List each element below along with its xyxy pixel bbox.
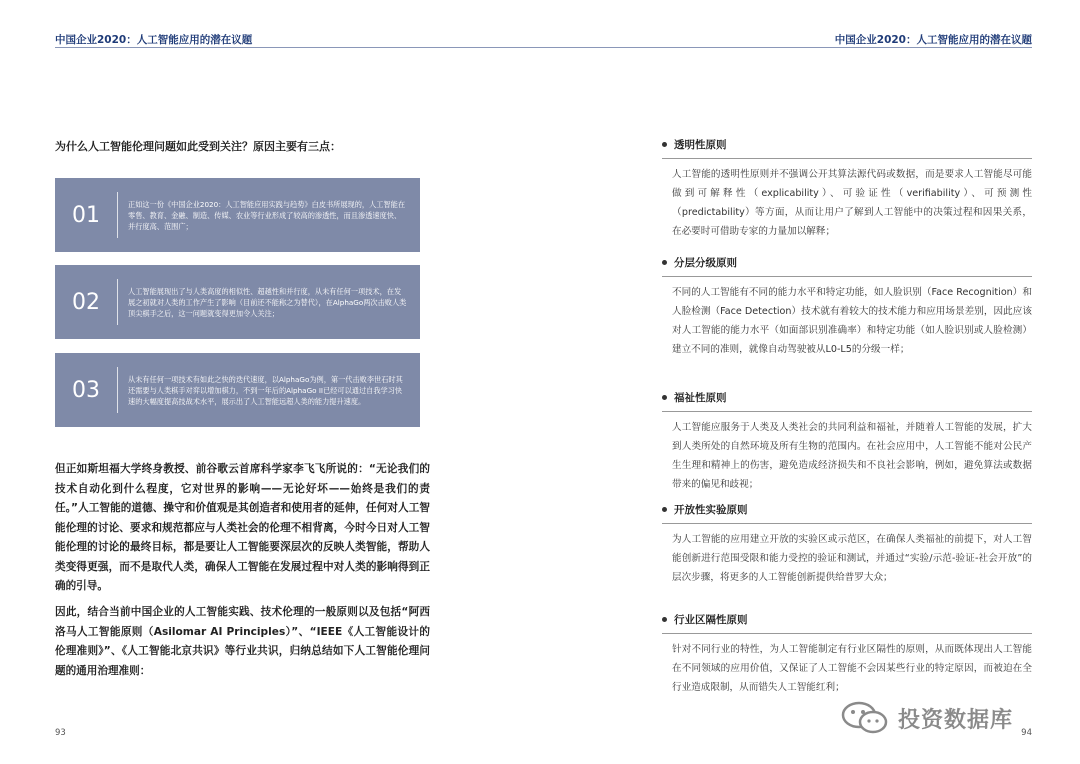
reason-divider (117, 192, 118, 238)
reason-text: 从未有任何一项技术有如此之快的迭代速度，以AlphaGo为例，第一代击败李世石时其还需要与人类棋手对弈以增加棋力，不到一年后的AlphaGo II已经可以通过自我学习快速的大幅度提高技战术水平，展示出了人工智能远超人类的能力提升速度。 (128, 374, 403, 406)
reason-box-1 (55, 178, 420, 252)
principle-title-text: 透明性原则 (674, 139, 727, 151)
reason-divider (117, 279, 118, 325)
principle-title (662, 255, 1032, 270)
principle-section (662, 137, 1032, 241)
right-page (540, 0, 1080, 764)
principle-divider (662, 276, 1032, 277)
principle-section (662, 502, 1032, 587)
reason-text: 正如这一份《中国企业2020：人工智能应用实践与趋势》白皮书所展现的，人工智能在零售、教育、金融、制造、传媒、农业等行业形成了较高的渗透性，而且渗透速度快、并行度高、范围广； (128, 199, 406, 231)
principle-divider (662, 633, 1032, 634)
page-header: 中国企业2020：人工智能应用的潜在议题 (834, 34, 1032, 46)
principle-divider (662, 411, 1032, 412)
principle-title-text: 开放性实验原则 (674, 504, 748, 516)
page-number: 93 (55, 728, 66, 738)
principle-body: 人工智能应服务于人类及人类社会的共同利益和福祉，并随着人工智能的发展，扩大到人类所处的自然环境及所有生物的范围内。在社会应用中，人工智能不能对公民产生生理和精神上的伤害，避免造成经济损失和不良社会影响，例如，避免算法或数据带来的偏见和歧视； (672, 422, 1032, 490)
principle-section (662, 612, 1032, 697)
bullet-icon (662, 260, 667, 265)
bullet-icon (662, 507, 667, 512)
reason-box-3 (55, 353, 420, 427)
principle-section (662, 390, 1032, 494)
principle-body: 人工智能的透明性原则并不强调公开其算法源代码或数据，而是要求人工智能尽可能做到可解释性（explicability）、可验证性（verifiability）、可预测性（predictability）等方面，从而让用户了解到人工智能中的决策过程和因果关系，在必要时可借助专家的力量加以解释； (672, 169, 1032, 237)
principle-title-text: 福祉性原则 (674, 392, 727, 404)
principle-body: 为人工智能的应用建立开放的实验区或示范区，在确保人类福祉的前提下，对人工智能创新进行范围受限和能力受控的验证和测试，并通过“实验/示范-验证-社会开放”的层次步骤，将更多的人工智能创新提供给普罗大众； (672, 534, 1032, 583)
principle-title (662, 502, 1032, 517)
principle-divider (662, 523, 1032, 524)
header-divider (55, 47, 540, 48)
principle-title (662, 137, 1032, 152)
principle-divider (662, 158, 1032, 159)
principle-title-text: 行业区隔性原则 (674, 614, 748, 626)
principle-body: 不同的人工智能有不同的能力水平和特定功能，如人脸识别（Face Recognition）和人脸检测（Face Detection）技术就有着较大的技术能力和应用场景差别，因此应该对人工智能的能力水平（如面部识别准确率）和特定功能（如人脸识别或人脸检测）建立不同的准则，就像自动驾驶被从L0-L5的分级一样； (672, 287, 1032, 355)
reason-text: 人工智能展现出了与人类高度的相似性、超越性和并行度，从未有任何一项技术，在发展之初就对人类的工作产生了影响（目前还不能称之为替代），在AlphaGo两次击败人类顶尖棋手之后，这一问题就变得更加令人关注； (128, 286, 407, 318)
page-header: 中国企业2020：人工智能应用的潜在议题 (55, 34, 253, 46)
body-paragraph: 因此，结合当前中国企业的人工智能实践、技术伦理的一般原则以及包括“阿西洛马人工智能原则（Asilomar AI Principles）”、“IEEE《人工智能设计的伦理准则》”、《人工智能北京共识》等行业共识，归纳总结如下人工智能伦理问题的通用治理准则： (55, 606, 430, 677)
principle-title-text: 分层分级原则 (674, 257, 737, 269)
wechat-icon (840, 700, 892, 736)
bullet-icon (662, 142, 667, 147)
principle-section (662, 255, 1032, 359)
watermark (840, 700, 1013, 736)
reason-box-2 (55, 265, 420, 339)
body-paragraph: 但正如斯坦福大学终身教授、前谷歌云首席科学家李飞飞所说的：“无论我们的技术自动化到什么程度，它对世界的影响——无论好坏——始终是我们的责任。”人工智能的道德、操守和价值观是其创造者和使用者的延伸，任何对人工智能伦理的讨论、要求和规范都应与人类社会的伦理不相背离，今时今日对人工智能伦理的讨论的最终目标，都是要让人工智能要深层次的反映人类智能，帮助人类变得更强，而不是取代人类，确保人工智能在发展过程中对人类的影响得到正确的引导。 (55, 463, 430, 592)
intro-question: 为什么人工智能伦理问题如此受到关注？原因主要有三点： (55, 140, 341, 153)
reason-number: 03 (72, 377, 100, 403)
reason-divider (117, 367, 118, 413)
principle-body: 针对不同行业的特性，为人工智能制定有行业区隔性的原则，从而既体现出人工智能在不同领域的应用价值，又保证了人工智能不会因某些行业的特定原因，而被迫在全行业造成限制，从而错失人工智能红利； (672, 644, 1032, 693)
reason-number: 01 (72, 202, 100, 228)
reason-number: 02 (72, 289, 100, 315)
page-number: 94 (1021, 728, 1032, 738)
header-divider (540, 47, 1032, 48)
principle-title (662, 612, 1032, 627)
bullet-icon (662, 395, 667, 400)
principle-title (662, 390, 1032, 405)
watermark-text: 投资数据库 (898, 707, 1014, 733)
bullet-icon (662, 617, 667, 622)
